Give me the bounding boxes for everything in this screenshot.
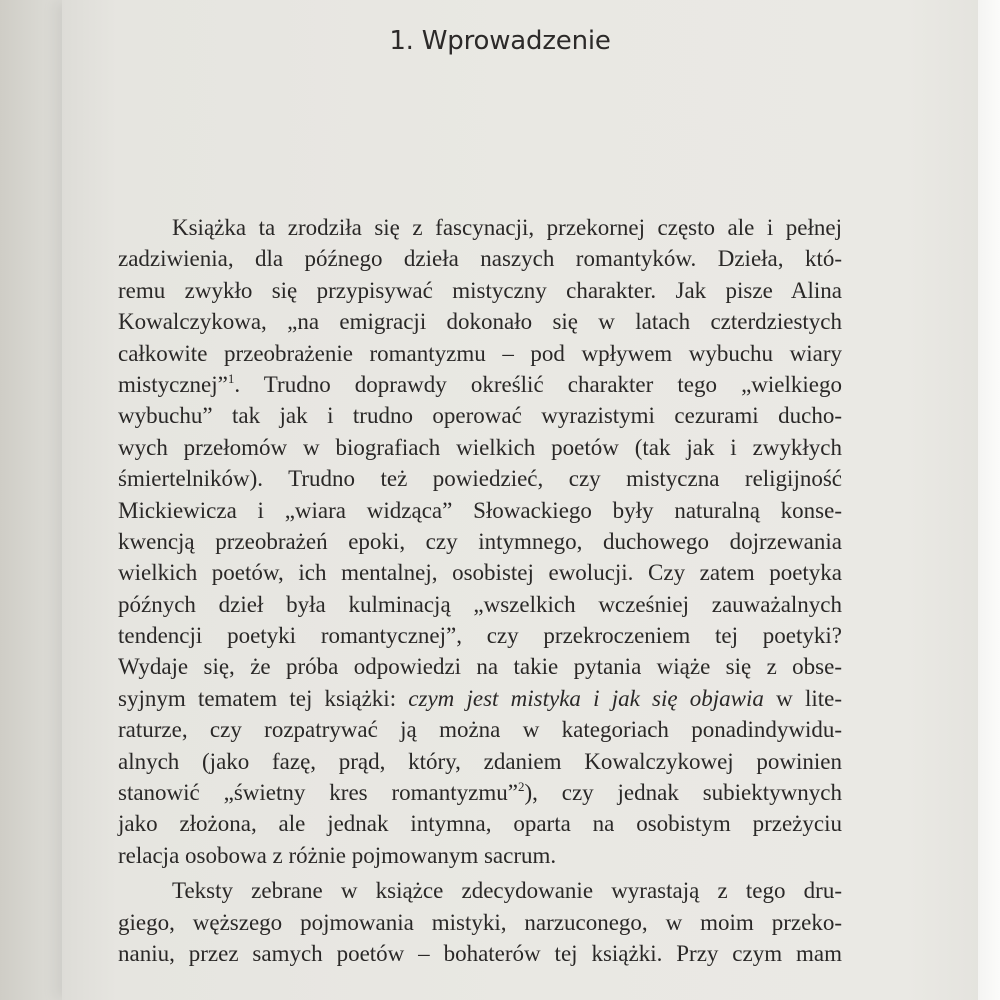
text-line: Kowalczykowa, „na emigracji dokonało się w latach czterdziestych — [118, 309, 842, 335]
text-fragment: mistycznej” — [118, 371, 228, 397]
text-fragment: . Trudno doprawdy określić charakter tego „wielkiego — [234, 371, 842, 397]
text-line: Wydaje się, że próba odpowiedzi na takie pytania wiąże się z obse- — [118, 654, 842, 680]
text-line: zadziwienia, dla późnego dzieła naszych romantyków. Dzieła, któ- — [118, 246, 842, 272]
footnote-marker-1: 1 — [227, 370, 235, 386]
italic-phrase: czym jest mistyka i jak się objawia — [408, 685, 764, 711]
text-line: giego, węższego pojmowania mistyki, narzuconego, w moim przeko- — [118, 909, 842, 935]
text-line: całkowite przeobrażenie romantyzmu – pod wpływem wybuchu wiary — [118, 340, 842, 366]
text-line: Mickiewicza i „wiara widząca” Słowackiego były naturalną konse- — [118, 497, 842, 523]
text-line: Książka ta zrodziła się z fascynacji, przekornej często ale i pełnej — [172, 215, 842, 240]
footnote-marker-2: 2 — [517, 779, 525, 795]
text-line — [118, 369, 842, 400]
text-fragment: w lite- — [763, 685, 842, 711]
text-fragment: ), czy jednak subiektywnych — [524, 780, 842, 806]
text-line: Teksty zebrane w książce zdecydowanie wyrastają z tego dru- — [172, 878, 842, 904]
text-line — [118, 683, 842, 714]
text-line: kwencją przeobrażeń epoki, czy intymnego, duchowego dojrzewania — [118, 528, 842, 554]
text-line: remu zwykło się przypisywać mistyczny charakter. Jak pisze Alina — [118, 277, 842, 303]
text-line — [118, 777, 842, 808]
page-edge — [978, 0, 1000, 1000]
body-text — [118, 212, 842, 969]
paragraph-1 — [118, 212, 842, 871]
text-line: relacja osobowa z różnie pojmowanym sacrum. — [118, 842, 557, 868]
text-line: wybuchu” tak jak i trudno operować wyrazistymi cezurami ducho- — [118, 403, 842, 429]
text-line: alnych (jako fazę, prąd, który, zdaniem Kowalczykowej powinien — [118, 748, 842, 774]
paragraph-2 — [118, 875, 842, 969]
text-line: raturze, czy rozpatrywać ją można w kategoriach ponadindywidu- — [118, 717, 842, 743]
text-line: wielkich poetów, ich mentalnej, osobistej ewolucji. Czy zatem poetyka — [118, 560, 842, 586]
text-line: naniu, przez samych poetów – bohaterów tej książki. Przy czym mam — [118, 940, 842, 966]
text-line: śmiertelników). Trudno też powiedzieć, czy mistyczna religijność — [118, 466, 842, 492]
text-fragment: stanowić „świetny kres romantyzmu” — [118, 780, 518, 806]
chapter-heading: 1. Wprowadzenie — [389, 26, 611, 56]
text-line: tendencji poetyki romantycznej”, czy przekroczeniem tej poetyki? — [118, 623, 842, 649]
text-fragment: syjnym tematem tej książki: — [118, 685, 409, 711]
text-line: wych przełomów w biografiach wielkich poetów (tak jak i zwykłych — [118, 434, 842, 460]
text-line: jako złożona, ale jednak intymna, oparta na osobistym przeżyciu — [118, 811, 842, 837]
text-line: późnych dzieł była kulminacją „wszelkich wcześniej zauważalnych — [118, 591, 842, 617]
